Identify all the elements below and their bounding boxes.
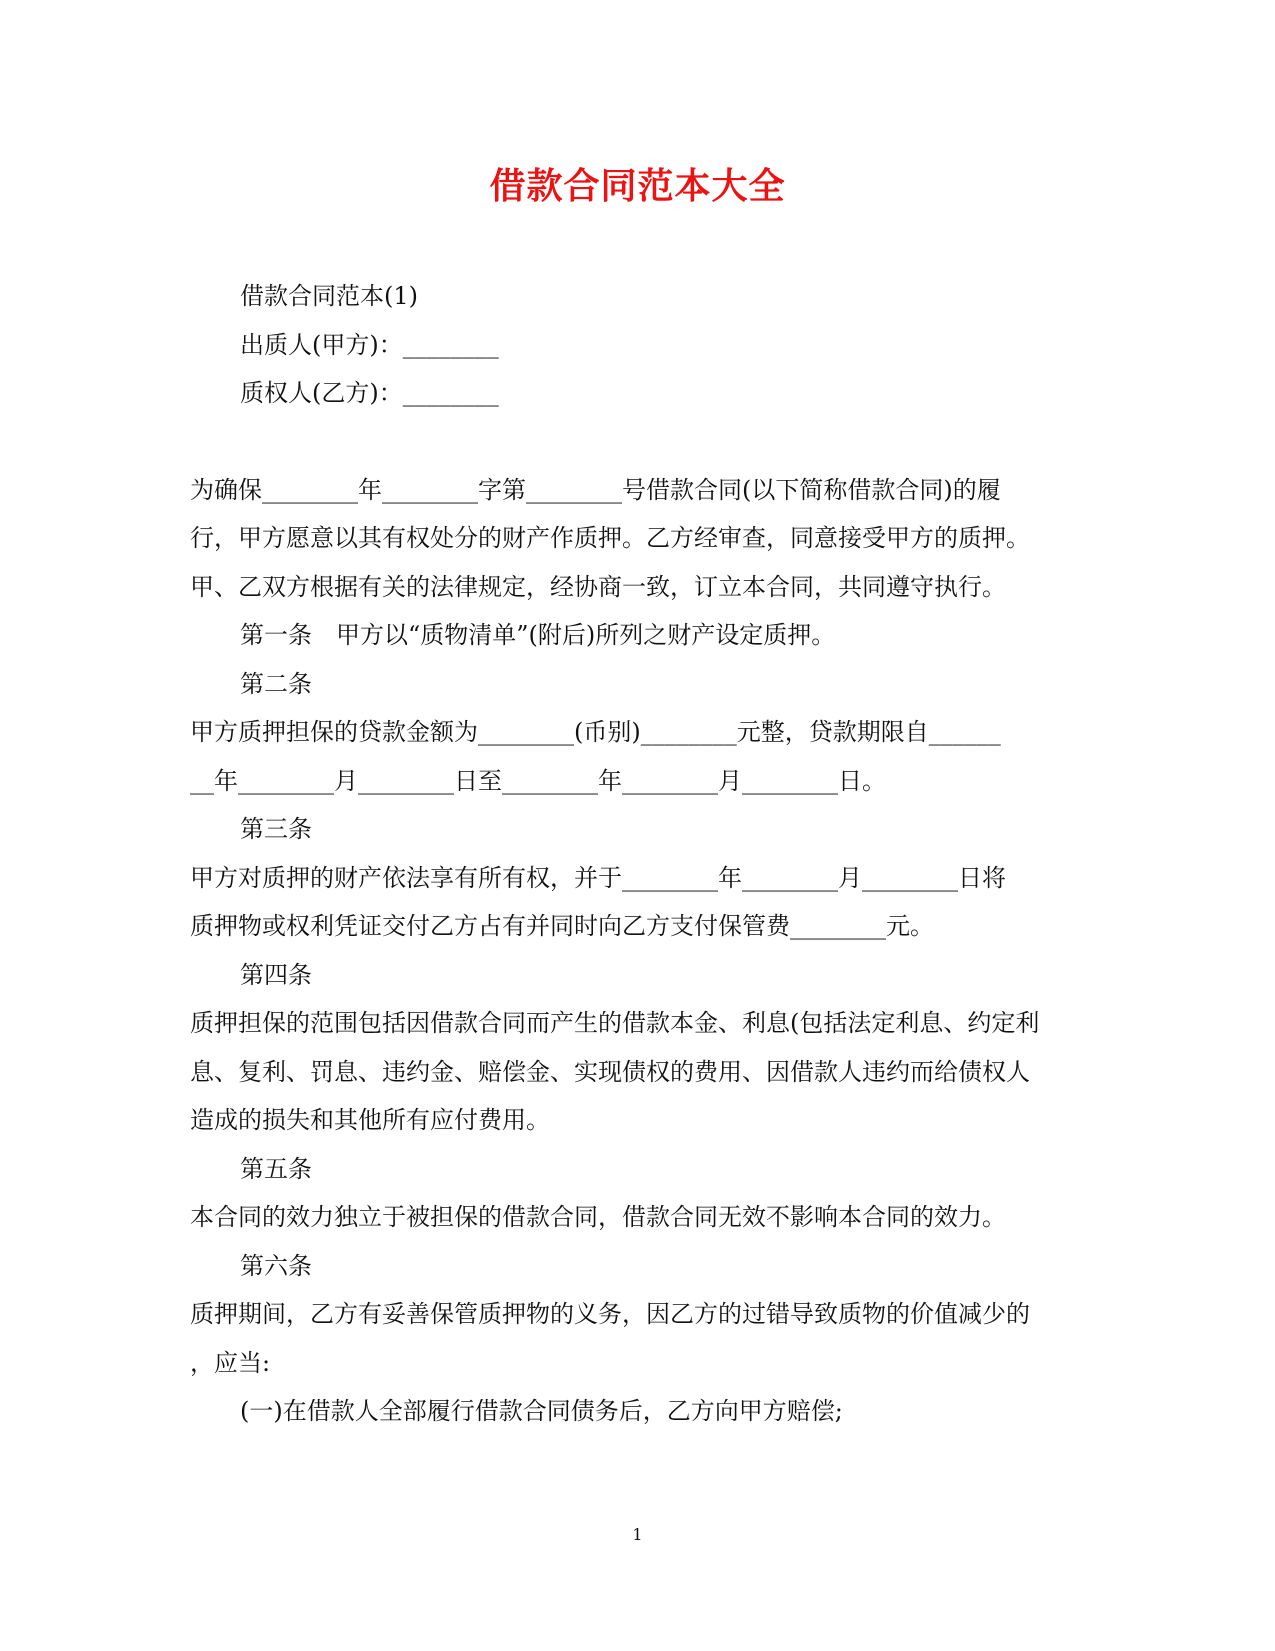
article-five-heading: 第五条	[240, 1154, 312, 1183]
preamble-line: 为确保________年________字第________号借款合同(以下简称借款合同)的履	[190, 475, 1001, 504]
pledgee-line: 质权人(乙方)：________	[240, 379, 499, 407]
document-body	[190, 272, 1085, 1436]
article-two-text: __年________月________日至________年________月________日。	[190, 766, 886, 795]
article-six-item-one: (一)在借款人全部履行借款合同债务后，乙方向甲方赔偿;	[240, 1397, 843, 1425]
article-six-heading: 第六条	[240, 1251, 312, 1280]
article-four-text: 质押担保的范围包括因借款合同而产生的借款本金、利息(包括法定利息、约定利	[190, 1009, 1040, 1037]
page-number: 1	[632, 1525, 643, 1544]
article-two-heading: 第二条	[240, 669, 312, 698]
article-one: 第一条 甲方以“质物清单”(附后)所列之财产设定质押。	[240, 621, 836, 649]
preamble-line: 行，甲方愿意以其有权处分的财产作质押。乙方经审查，同意接受甲方的质押。	[190, 524, 1030, 552]
contract-subtitle: 借款合同范本(1)	[240, 282, 418, 310]
article-three-text: 甲方对质押的财产依法享有所有权，并于________年________月________日将	[190, 863, 1006, 892]
document-title: 借款合同范本大全	[489, 165, 786, 207]
article-three-heading: 第三条	[240, 815, 312, 843]
article-two-text: 甲方质押担保的贷款金额为________(币别)________元整，贷款期限自______	[190, 718, 1001, 746]
pledgor-line: 出质人(甲方)：________	[240, 330, 499, 359]
article-four-heading: 第四条	[240, 960, 312, 989]
article-four-text: 造成的损失和其他所有应付费用。	[190, 1106, 550, 1134]
paragraph-gap	[190, 418, 1085, 466]
article-four-text: 息、复利、罚息、违约金、赔偿金、实现债权的费用、因借款人违约而给债权人	[190, 1057, 1030, 1086]
preamble-line: 甲、乙双方根据有关的法律规定，经协商一致，订立本合同，共同遵守执行。	[190, 572, 1006, 601]
article-three-text: 质押物或权利凭证交付乙方占有并同时向乙方支付保管费________元。	[190, 912, 934, 940]
article-six-text: 质押期间，乙方有妥善保管质押物的义务，因乙方的过错导致质物的价值减少的	[190, 1300, 1030, 1328]
article-five-text: 本合同的效力独立于被担保的借款合同，借款合同无效不影响本合同的效力。	[190, 1203, 1006, 1231]
article-six-text: ，应当:	[190, 1348, 271, 1377]
